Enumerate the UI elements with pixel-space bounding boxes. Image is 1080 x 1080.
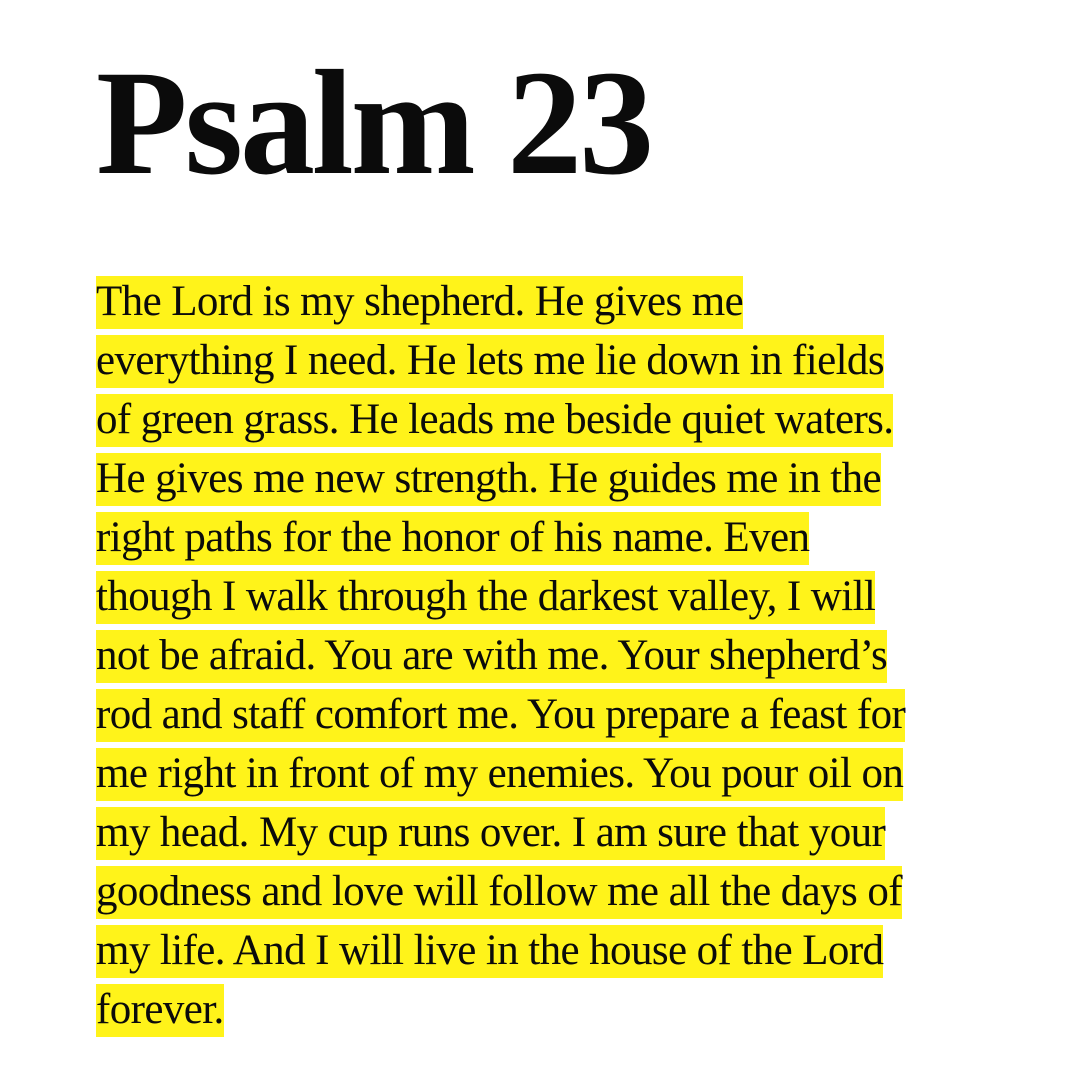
text-line <box>96 331 976 390</box>
highlighted-text: everything I need. He lets me lie down in fields <box>96 335 884 388</box>
text-line <box>96 803 976 862</box>
highlighted-text: me right in front of my enemies. You pour oil on <box>96 748 903 801</box>
text-line <box>96 449 976 508</box>
text-line <box>96 272 976 331</box>
text-line <box>96 862 976 921</box>
highlighted-text: The Lord is my shepherd. He gives me <box>96 276 743 329</box>
psalm-text <box>96 272 976 1039</box>
highlighted-text: right paths for the honor of his name. Even <box>96 512 809 565</box>
text-line <box>96 626 976 685</box>
highlighted-text: He gives me new strength. He guides me in the <box>96 453 881 506</box>
highlighted-text: rod and staff comfort me. You prepare a feast for <box>96 689 905 742</box>
page-title: Psalm 23 <box>96 40 652 206</box>
text-line <box>96 390 976 449</box>
text-line <box>96 921 976 980</box>
highlighted-text: not be afraid. You are with me. Your shepherd’s <box>96 630 887 683</box>
text-line <box>96 744 976 803</box>
highlighted-text: though I walk through the darkest valley, I will <box>96 571 875 624</box>
highlighted-text: my head. My cup runs over. I am sure that your <box>96 807 885 860</box>
text-line <box>96 508 976 567</box>
highlighted-text: goodness and love will follow me all the days of <box>96 866 902 919</box>
highlighted-text: forever. <box>96 984 224 1037</box>
text-line <box>96 567 976 626</box>
highlighted-text: my life. And I will live in the house of the Lord <box>96 925 883 978</box>
highlighted-text: of green grass. He leads me beside quiet waters. <box>96 394 893 447</box>
text-line <box>96 685 976 744</box>
text-line <box>96 980 976 1039</box>
